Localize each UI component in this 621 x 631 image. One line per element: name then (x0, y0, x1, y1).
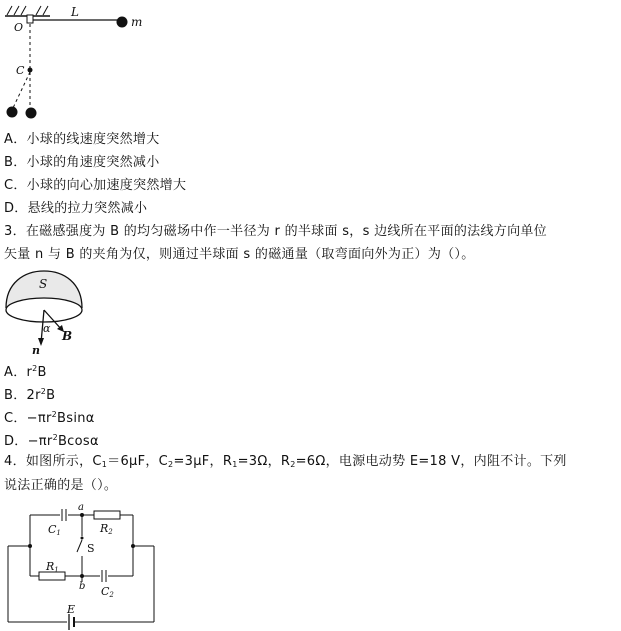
label-o: O (14, 21, 24, 34)
q3-option-d: D．$-\pi r^2Bcos\alpha$ (4, 433, 99, 449)
q4-stem-line1: 4．如图所示，$C_1=6\mu F$，$C_2=3\mu F$，$R_1=3\Omega$，$R_2=6\Omega$，电源电动势 E=18 V，内阻不计。下列 (4, 454, 567, 469)
nail-c (28, 68, 33, 73)
label-s-switch: S (87, 542, 95, 555)
label-alpha: α (43, 322, 51, 335)
label-b: B (62, 329, 73, 343)
label-e: E (67, 603, 76, 616)
label-b-node: b (79, 581, 86, 592)
ball-bottom (26, 108, 37, 119)
label-r2: R2 (100, 522, 113, 536)
label-m: m (131, 15, 143, 29)
circuit-figure (0, 500, 170, 631)
q2-option-a: A．小球的线速度突然增大 (4, 132, 160, 147)
node-left (28, 544, 32, 548)
q3-option-b: B．$2r^2B$ (4, 387, 56, 403)
node-b (80, 574, 84, 578)
q3-stem-line1: 3．在磁感强度为 B 的均匀磁场中作一半径为 r 的半球面 s，s 边线所在平面的法线方向单位 (4, 224, 547, 239)
pendulum-figure (0, 0, 160, 125)
label-n: n (32, 344, 40, 357)
switch-contact (81, 537, 84, 540)
resistor-r2 (94, 511, 120, 519)
q3-option-a: A．$r^2B$ (4, 364, 47, 380)
label-r1: R1 (46, 560, 59, 574)
pivot-block (27, 15, 33, 23)
q3-option-c: C．$-\pi r^2Bsin\alpha$ (4, 410, 95, 426)
q2-option-b: B．小球的角速度突然减小 (4, 155, 160, 170)
label-s: S (39, 277, 48, 291)
resistor-r1 (39, 572, 65, 580)
node-right (131, 544, 135, 548)
q2-option-c: C．小球的向心加速度突然增大 (4, 178, 187, 193)
q3-stem-line2: 矢量 n 与 B 的夹角为仅，则通过半球面 s 的磁通量（取弯面向外为正）为（）。 (4, 247, 475, 262)
label-c2: C2 (101, 585, 114, 599)
ceiling-hatch (7, 6, 48, 15)
ball-m (117, 17, 128, 28)
node-a (80, 513, 84, 517)
ball-left (7, 107, 18, 118)
label-a: a (78, 502, 84, 513)
switch-s (77, 540, 82, 552)
label-c1: C1 (48, 523, 61, 537)
q2-option-d: D．悬线的拉力突然减小 (4, 201, 148, 216)
hemisphere-figure (0, 268, 110, 358)
swing-dashed-line (13, 72, 30, 108)
label-c: C (16, 64, 25, 77)
label-l: L (71, 5, 79, 19)
q4-stem-line2: 说法正确的是（）。 (4, 478, 118, 493)
